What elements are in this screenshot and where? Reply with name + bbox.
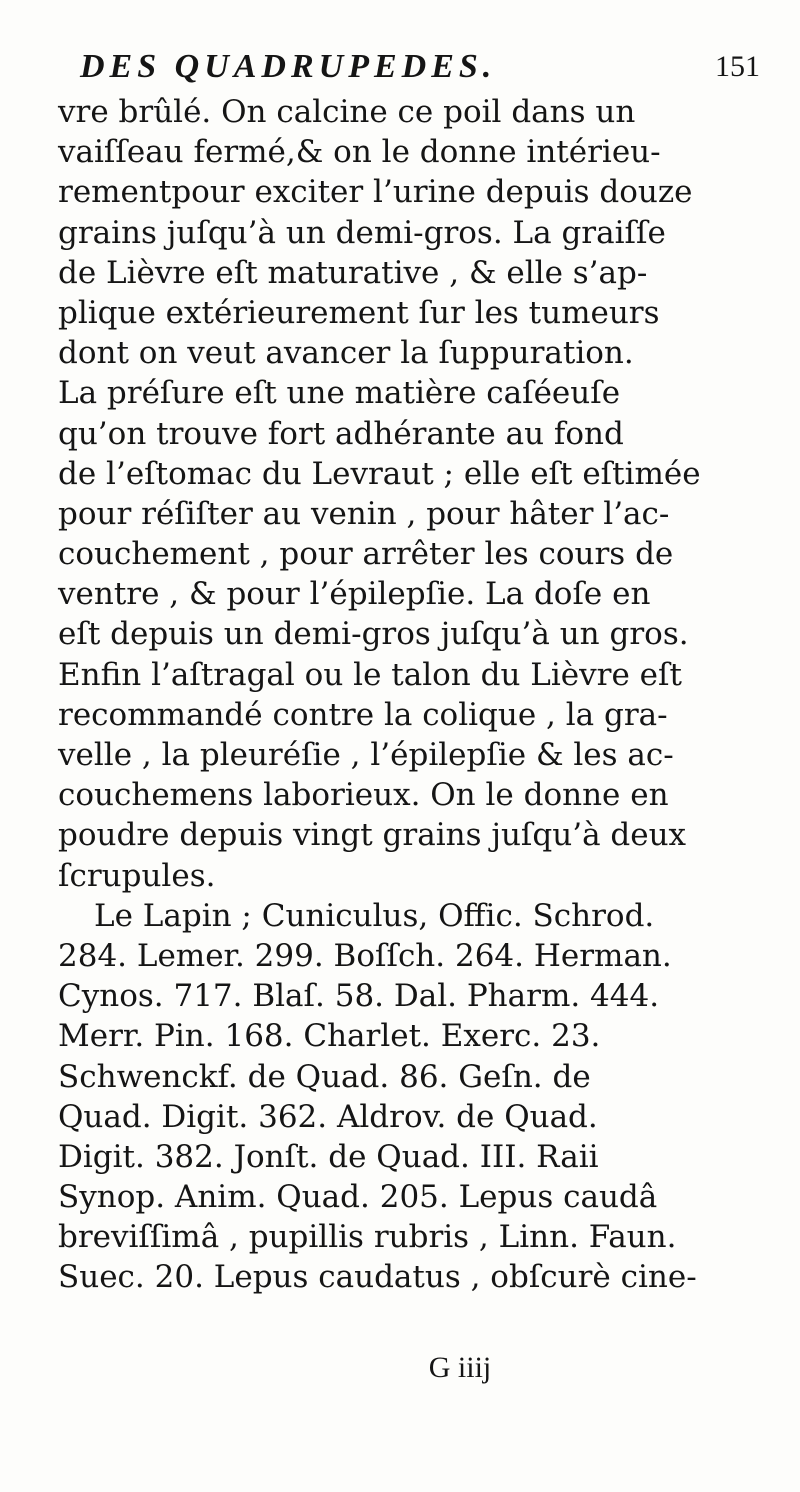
text-line: vaiſſeau fermé,& on le donne intérieu- — [58, 134, 661, 171]
text-line: dont on veut avancer la ſuppuration. — [58, 335, 634, 372]
text-line: eſt depuis un demi-gros juſqu’à un gros. — [58, 616, 689, 653]
text-line: Merr. Pin. 168. Charlet. Exerc. 23. — [58, 1018, 601, 1055]
running-head — [80, 40, 760, 94]
page-number: 151 — [715, 50, 760, 83]
text-line: 284. Lemer. 299. Boſſch. 264. Herman. — [58, 937, 672, 974]
text-line: Suec. 20. Lepus caudatus , obſcurè cine- — [58, 1259, 697, 1296]
text-line: recommandé contre la colique , la gra- — [58, 696, 668, 733]
text-line: poudre depuis vingt grains juſqu’à deux — [58, 817, 687, 854]
running-title: DES QUADRUPEDES. — [80, 48, 497, 85]
text-line: rementpour exciter l’urine depuis douze — [58, 174, 693, 211]
text-line: couchement , pour arrêter les cours de — [58, 536, 674, 573]
text-line: de Lièvre eſt maturative , & elle s’ap- — [58, 254, 648, 291]
text-line: La préſure eſt une matière caſéeuſe — [58, 375, 621, 412]
text-line: Cynos. 717. Blaſ. 58. Dal. Pharm. 444. — [58, 978, 660, 1015]
text-line: vre brûlé. On calcine ce poil dans un — [58, 94, 636, 130]
text-line: Schwenckf. de Quad. 86. Geſn. de — [58, 1058, 591, 1095]
text-line: pour réſiſter au venin , pour hâter l’ac- — [58, 495, 670, 532]
text-line: plique extérieurement ſur les tumeurs — [58, 294, 660, 331]
text-line: grains juſqu’à un demi-gros. La graiſſe — [58, 214, 666, 251]
signature-mark: G iiij — [428, 1351, 492, 1384]
text-line: couchemens laborieux. On le donne en — [58, 777, 669, 814]
text-line: ventre , & pour l’épilepſie. La doſe en — [58, 576, 651, 613]
paragraph-start-line: Le Lapin ; Cuniculus, Offic. Schrod. — [94, 897, 655, 934]
text-line: Quad. Digit. 362. Aldrov. de Quad. — [58, 1098, 598, 1135]
text-line: Digit. 382. Jonſt. de Quad. III. Raii — [58, 1138, 599, 1175]
body-text — [58, 92, 758, 1298]
text-line: de l’eſtomac du Levraut ; elle eſt eſtimée — [58, 455, 701, 492]
text-line: velle , la pleuréſie , l’épilepſie & les ac- — [58, 737, 674, 773]
text-line: ſcrupules. — [58, 857, 216, 894]
text-line: qu’on trouve fort adhérante au fond — [58, 415, 624, 452]
text-line: Enfin l’aſtragal ou le talon du Lièvre eſt — [58, 656, 682, 693]
text-line: Synop. Anim. Quad. 205. Lepus caudâ — [58, 1179, 658, 1216]
text-line: breviſſimâ , pupillis rubris , Linn. Faun. — [58, 1219, 677, 1256]
